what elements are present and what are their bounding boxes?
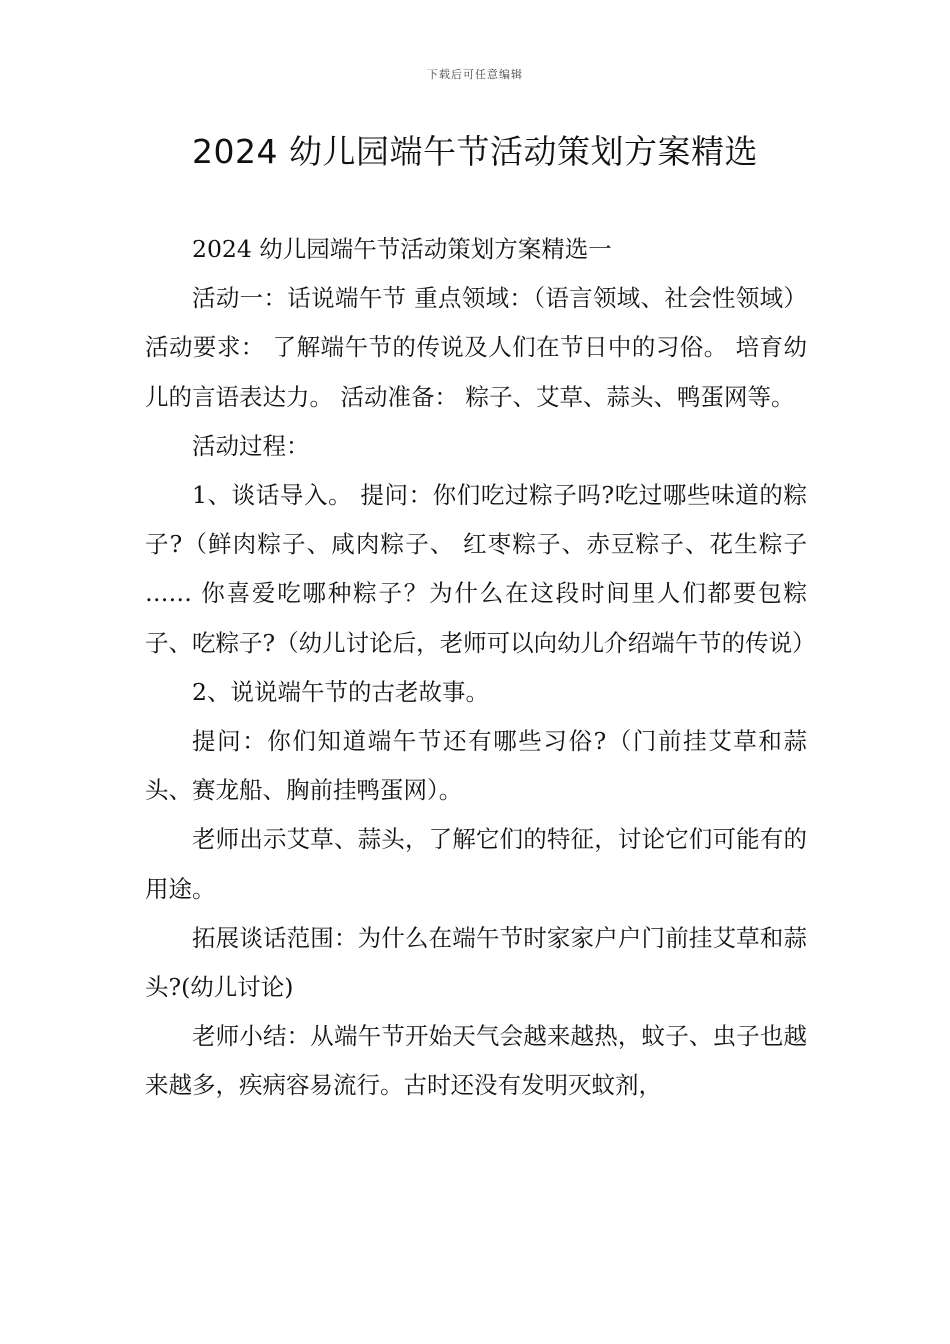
paragraph-subtitle: 2024 幼儿园端午节活动策划方案精选一 [192, 235, 612, 263]
paragraph-question: 提问：你们知道端午节还有哪些习俗?（门前挂艾草和蒜头、赛龙船、胸前挂鸭蛋网）。 [145, 727, 807, 805]
paragraph-extend-talk: 拓展谈话范围：为什么在端午节时家家户户门前挂艾草和蒜头?(幼儿讨论) [145, 923, 807, 1002]
paragraph-process-heading: 活动过程： [192, 431, 310, 460]
paragraph-activity-one: 活动一：话说端午节 重点领域：（语言领域、社会性领域）活动要求： 了解端午节的传说及人们在节日中的习俗。 培育幼儿的言语表达力。 活动准备： 粽子、艾草、蒜头、鸭蛋网等。 [145, 284, 807, 411]
paragraph-teacher-show: 老师出示艾草、蒜头，了解它们的特征，讨论它们可能有的用途。 [145, 825, 807, 903]
paragraph-step-one: 1、谈话导入。 提问：你们吃过粽子吗?吃过哪些味道的粽子?（鲜肉粽子、咸肉粽子、 红枣粽子、赤豆粽子、花生粽子 …… 你喜爱吃哪种粽子？为什么在这段时间里人们都要包粽子、吃粽子?（幼儿讨论后，老师可以向幼儿介绍端午节的传说） [145, 481, 816, 657]
page-title: 2024 幼儿园端午节活动策划方案精选 [192, 132, 758, 171]
header-note: 下载后可任意编辑 [427, 68, 523, 81]
paragraph-step-two: 2、说说端午节的古老故事。 [192, 677, 489, 706]
paragraph-teacher-summary: 老师小结：从端午节开始天气会越来越热，蚊子、虫子也越来越多，疾病容易流行。古时还没有发明灭蚊剂， [145, 1022, 807, 1100]
document-body [145, 225, 816, 1111]
